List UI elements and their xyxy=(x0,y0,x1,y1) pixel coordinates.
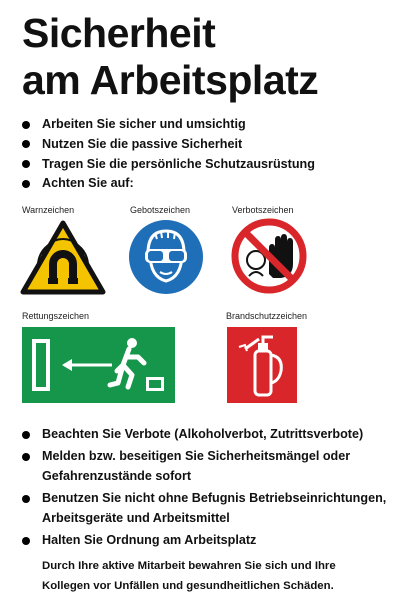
intro-bullet: Arbeiten Sie sicher und umsichtig xyxy=(22,115,315,135)
title-line-2: am Arbeitsplatz xyxy=(22,57,319,103)
rule-bullet: Melden bzw. beseitigen Sie Sicherheitsmängel oder Gefahrenzustände sofort xyxy=(22,447,400,487)
rule-bullet: Benutzen Sie nicht ohne Befugnis Betriebseinrichtungen, Arbeitsgeräte und Arbeitsmittel xyxy=(22,489,400,529)
intro-bullet: Nutzen Sie die passive Sicherheit xyxy=(22,135,315,155)
no-entry-hand-icon xyxy=(231,218,307,299)
mandatory-sign-label: Gebotszeichen xyxy=(130,205,191,215)
emergency-exit-icon xyxy=(22,327,175,408)
rescue-sign-label: Rettungszeichen xyxy=(22,311,90,321)
fire-extinguisher-icon xyxy=(227,327,297,408)
rule-bullet: Beachten Sie Verbote (Alkoholverbot, Zutrittsverbote) xyxy=(22,425,400,445)
warning-sign-label: Warnzeichen xyxy=(22,205,75,215)
intro-bullet-list xyxy=(22,115,315,194)
rules-bullet-list xyxy=(22,425,400,553)
intro-bullet: Tragen Sie die persönliche Schutzausrüstung xyxy=(22,155,315,175)
prohibition-sign-label: Verbotszeichen xyxy=(232,205,294,215)
fire-sign-label: Brandschutzzeichen xyxy=(226,311,308,321)
footer-note: Durch Ihre aktive Mitarbeit bewahren Sie sich und Ihre Kollegen vor Unfällen und gesundheitlichen Schäden. xyxy=(42,560,336,592)
intro-bullet: Achten Sie auf: xyxy=(22,174,315,194)
rule-bullet: Halten Sie Ordnung am Arbeitsplatz xyxy=(22,531,400,551)
eye-protection-icon xyxy=(128,219,204,300)
title-line-1: Sicherheit xyxy=(22,10,216,56)
poster-title xyxy=(22,10,318,104)
magnetic-field-warning-icon xyxy=(20,220,106,301)
